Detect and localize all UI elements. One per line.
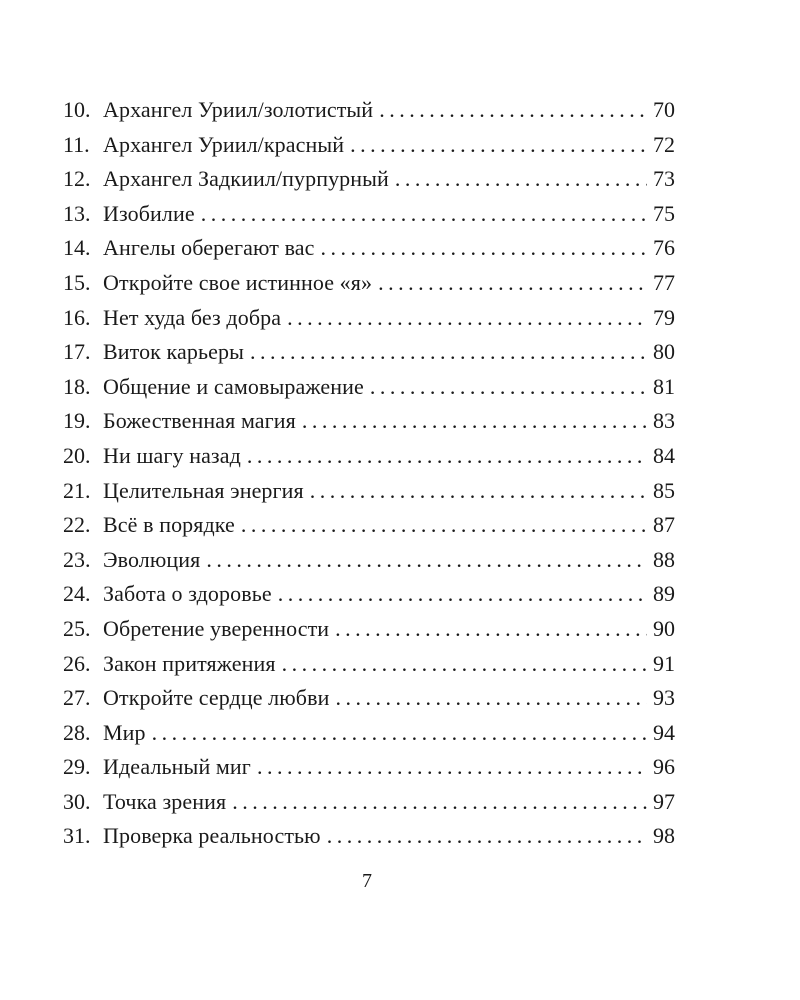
dot-leader — [327, 819, 647, 854]
toc-entry-title: Эволюция — [103, 546, 201, 572]
toc-entry-number: 17. — [63, 339, 91, 365]
toc-entry-page: 91 — [653, 650, 675, 676]
toc-entry-number: 19. — [63, 408, 91, 434]
page-number-text: 7 — [362, 870, 372, 892]
toc-entry-page: 89 — [653, 581, 675, 607]
toc-entry[interactable] — [63, 93, 675, 128]
toc-entry[interactable] — [63, 162, 675, 197]
toc-entry[interactable] — [63, 439, 675, 474]
toc-entry-number: 25. — [63, 615, 91, 641]
toc-entry-title: Точка зрения — [103, 788, 227, 814]
toc-entry-title: Божественная магия — [103, 408, 296, 434]
toc-entry-title: Всё в порядке — [103, 512, 235, 538]
toc-entry-title: Целительная энергия — [103, 477, 304, 503]
table-of-contents — [63, 93, 675, 854]
toc-entry[interactable] — [63, 785, 675, 820]
toc-entry-page: 83 — [653, 408, 675, 434]
toc-entry-title: Общение и самовыражение — [103, 373, 364, 399]
toc-entry-title: Мир — [103, 719, 146, 745]
toc-entry-page: 81 — [653, 373, 675, 399]
dot-leader — [250, 335, 647, 370]
toc-entry-number: 12. — [63, 166, 91, 192]
dot-leader — [350, 128, 647, 163]
toc-entry[interactable] — [63, 750, 675, 785]
dot-leader — [201, 197, 647, 232]
toc-entry-number: 31. — [63, 823, 91, 849]
toc-entry[interactable] — [63, 197, 675, 232]
toc-entry-number: 18. — [63, 373, 91, 399]
dot-leader — [302, 404, 647, 439]
toc-entry[interactable] — [63, 612, 675, 647]
toc-entry[interactable] — [63, 508, 675, 543]
toc-entry[interactable] — [63, 335, 675, 370]
toc-entry-title: Виток карьеры — [103, 339, 244, 365]
toc-entry-page: 75 — [653, 200, 675, 226]
toc-entry-page: 80 — [653, 339, 675, 365]
toc-entry-number: 26. — [63, 650, 91, 676]
toc-entry-number: 16. — [63, 304, 91, 330]
toc-entry-page: 70 — [653, 97, 675, 122]
toc-entry-page: 76 — [653, 235, 675, 261]
toc-entry-number: 15. — [63, 269, 91, 295]
dot-leader — [206, 543, 647, 578]
toc-entry-page: 72 — [653, 131, 675, 157]
toc-entry[interactable] — [63, 647, 675, 682]
dot-leader — [335, 612, 647, 647]
toc-entry-number: 13. — [63, 200, 91, 226]
toc-entry-number: 20. — [63, 442, 91, 468]
toc-entry[interactable] — [63, 266, 675, 301]
toc-entry[interactable] — [63, 370, 675, 405]
toc-entry-title: Архангел Задкиил/пурпурный — [103, 166, 389, 192]
dot-leader — [241, 508, 647, 543]
toc-entry[interactable] — [63, 128, 675, 163]
toc-entry[interactable] — [63, 404, 675, 439]
toc-entry-page: 73 — [653, 166, 675, 192]
toc-entry-title: Ни шагу назад — [103, 442, 241, 468]
dot-leader — [310, 474, 647, 509]
toc-entry-title: Архангел Уриил/золотистый — [103, 97, 374, 122]
dot-leader — [282, 647, 647, 682]
dot-leader — [152, 716, 647, 751]
toc-entry-title: Идеальный миг — [103, 754, 251, 780]
toc-entry-number: 30. — [63, 788, 91, 814]
toc-entry[interactable] — [63, 577, 675, 612]
toc-entry-number: 22. — [63, 512, 91, 538]
toc-entry-page: 98 — [653, 823, 675, 849]
toc-entry-page: 90 — [653, 615, 675, 641]
toc-entry-page: 79 — [653, 304, 675, 330]
toc-entry-title: Нет худа без добра — [103, 304, 282, 330]
toc-entry-number: 23. — [63, 546, 91, 572]
dot-leader — [287, 301, 647, 336]
toc-entry-title: Ангелы оберегают вас — [103, 235, 315, 261]
toc-entry-title: Обретение уверенности — [103, 615, 330, 641]
toc-entry-page: 88 — [653, 546, 675, 572]
toc-entry-number: 28. — [63, 719, 91, 745]
toc-entry[interactable] — [63, 543, 675, 578]
toc-entry-page: 77 — [653, 269, 675, 295]
toc-entry[interactable] — [63, 474, 675, 509]
dot-leader — [379, 93, 647, 128]
toc-entry-page: 94 — [653, 719, 675, 745]
toc-entry-page: 84 — [653, 442, 675, 468]
toc-entry-page: 96 — [653, 754, 675, 780]
dot-leader — [370, 370, 647, 405]
dot-leader — [335, 681, 647, 716]
dot-leader — [278, 577, 647, 612]
toc-entry[interactable] — [63, 681, 675, 716]
toc-entry-title: Изобилие — [103, 200, 195, 226]
toc-entry-title: Архангел Уриил/красный — [103, 131, 345, 157]
toc-entry-number: 10. — [63, 97, 91, 122]
dot-leader — [247, 439, 647, 474]
toc-entry[interactable] — [63, 301, 675, 336]
toc-entry-title: Закон притяжения — [103, 650, 276, 676]
toc-entry[interactable] — [63, 231, 675, 266]
toc-entry-page: 93 — [653, 685, 675, 711]
toc-entry-number: 21. — [63, 477, 91, 503]
toc-entry[interactable] — [63, 716, 675, 751]
page-number — [0, 870, 800, 893]
dot-leader — [257, 750, 647, 785]
toc-entry-number: 29. — [63, 754, 91, 780]
dot-leader — [395, 162, 647, 197]
dot-leader — [232, 785, 647, 820]
toc-entry-number: 14. — [63, 235, 91, 261]
dot-leader — [321, 231, 647, 266]
toc-entry-title: Откройте свое истинное «я» — [103, 269, 373, 295]
toc-entry-page: 87 — [653, 512, 675, 538]
toc-entry-title: Проверка реальностью — [103, 823, 321, 849]
toc-entry-page: 85 — [653, 477, 675, 503]
toc-entry-page: 97 — [653, 788, 675, 814]
toc-entry[interactable] — [63, 819, 675, 854]
toc-entry-number: 11. — [63, 131, 90, 157]
toc-entry-title: Откройте сердце любви — [103, 685, 330, 711]
dot-leader — [378, 266, 647, 301]
toc-entry-title: Забота о здоровье — [103, 581, 272, 607]
toc-entry-number: 24. — [63, 581, 91, 607]
toc-entry-number: 27. — [63, 685, 91, 711]
